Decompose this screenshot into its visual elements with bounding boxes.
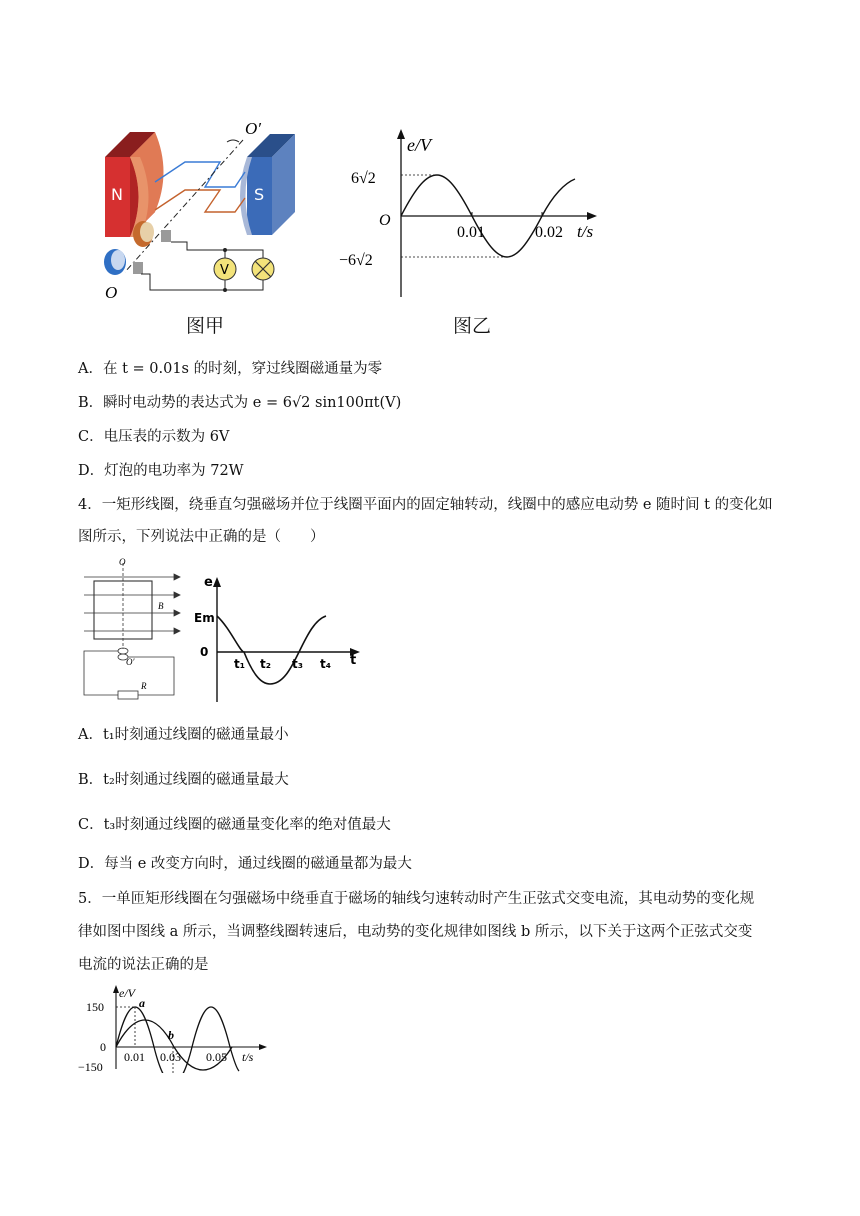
- q4-option-b: B．t₂时刻通过线圈的磁通量最大: [78, 772, 289, 788]
- q4-graph-t3-label: t₃: [292, 657, 303, 671]
- q4-coil-diagram: [78, 557, 188, 702]
- q4-emf-graph: [192, 572, 367, 707]
- q5-graph-zero-label: 0: [100, 1040, 106, 1054]
- figure-caption-yi: 图乙: [453, 315, 492, 337]
- q5-graph-tick-005: 0.05: [206, 1050, 227, 1064]
- q4-stem-line1: 4．一矩形线圈，绕垂直匀强磁场并位于线圈平面内的固定轴转动，线圈中的感应电动势 e 随时间 t 的变化如: [78, 497, 773, 513]
- q4-axis-o-label: O: [119, 557, 126, 567]
- q5-graph-ymax-label: 150: [86, 1000, 104, 1014]
- q4-graph-xlabel: t: [350, 653, 357, 668]
- q4-cosine-curve: [217, 616, 326, 684]
- q3-option-b: B．瞬时电动势的表达式为 e = 6√2 sin100πt(V): [78, 395, 402, 411]
- q5-graph-ylabel: e/V: [119, 986, 135, 1000]
- graph-xlabel: t/s: [577, 222, 594, 241]
- magnet-n-label: N: [111, 185, 123, 204]
- graph-ylabel: e/V: [407, 135, 431, 155]
- graph-ymin-label: −6√2: [339, 252, 373, 269]
- axis-o-label: O: [105, 283, 118, 302]
- q5-curve-a-label: a: [139, 996, 145, 1010]
- q3-option-c: C．电压表的示数为 6V: [78, 429, 230, 445]
- q5-graph-tick-001: 0.01: [124, 1050, 145, 1064]
- graph-origin-label: O: [379, 212, 391, 229]
- q5-curve-b-label: b: [168, 1028, 174, 1042]
- q4-option-c: C．t₃时刻通过线圈的磁通量变化率的绝对值最大: [78, 817, 391, 833]
- graph-ymax-label: 6√2: [351, 170, 376, 187]
- q4-axis-o-prime-label: O′: [126, 657, 135, 667]
- graph-tick-001: 0.01: [457, 224, 485, 241]
- q4-stem-line2: 图所示，下列说法中正确的是（ ）: [78, 529, 325, 545]
- lamp-icon: [252, 258, 274, 280]
- axis-o-prime-label: O′: [245, 119, 261, 138]
- q4-option-d: D．每当 e 改变方向时，通过线圈的磁通量都为最大: [78, 856, 412, 872]
- q4-option-a: A．t₁时刻通过线圈的磁通量最小: [78, 727, 289, 743]
- q5-stem-line1: 5．一单匝矩形线圈在匀强磁场中绕垂直于磁场的轴线匀速转动时产生正弦式交变电流，其电动势的变化规: [78, 891, 755, 907]
- emf-graph-yi: [335, 125, 610, 305]
- q4-graph-zero-label: 0: [200, 645, 209, 659]
- q3-option-d: D．灯泡的电功率为 72W: [78, 463, 244, 479]
- voltmeter-label: V: [220, 263, 229, 278]
- q3-option-a: A．在 t = 0.01s 的时刻，穿过线圈磁通量为零: [78, 361, 383, 377]
- q5-stem-line3: 电流的说法正确的是: [78, 957, 209, 973]
- q4-graph-em-label: Em: [194, 611, 215, 625]
- q4-resistor-r-label: R: [141, 681, 147, 691]
- magnet-s-label: S: [254, 185, 265, 204]
- figure-caption-jia: 图甲: [186, 315, 225, 337]
- q4-field-b-label: B: [158, 601, 164, 611]
- q4-graph-t4-label: t₄: [320, 657, 331, 671]
- q4-graph-ylabel: e: [204, 575, 213, 590]
- q4-graph-t1-label: t₁: [234, 657, 245, 671]
- graph-tick-002: 0.02: [535, 224, 563, 241]
- generator-diagram: [95, 112, 310, 304]
- q5-stem-line2: 律如图中图线 a 所示，当调整线圈转速后，电动势的变化规律如图线 b 所示，以下关于这两个正弦式交变: [78, 924, 753, 940]
- q5-graph-xlabel: t/s: [242, 1050, 254, 1064]
- q5-emf-graph: [76, 983, 276, 1073]
- q4-graph-t2-label: t₂: [260, 657, 271, 671]
- q5-graph-tick-003: 0.03: [160, 1050, 181, 1064]
- q5-graph-ymin-label: −150: [78, 1060, 103, 1073]
